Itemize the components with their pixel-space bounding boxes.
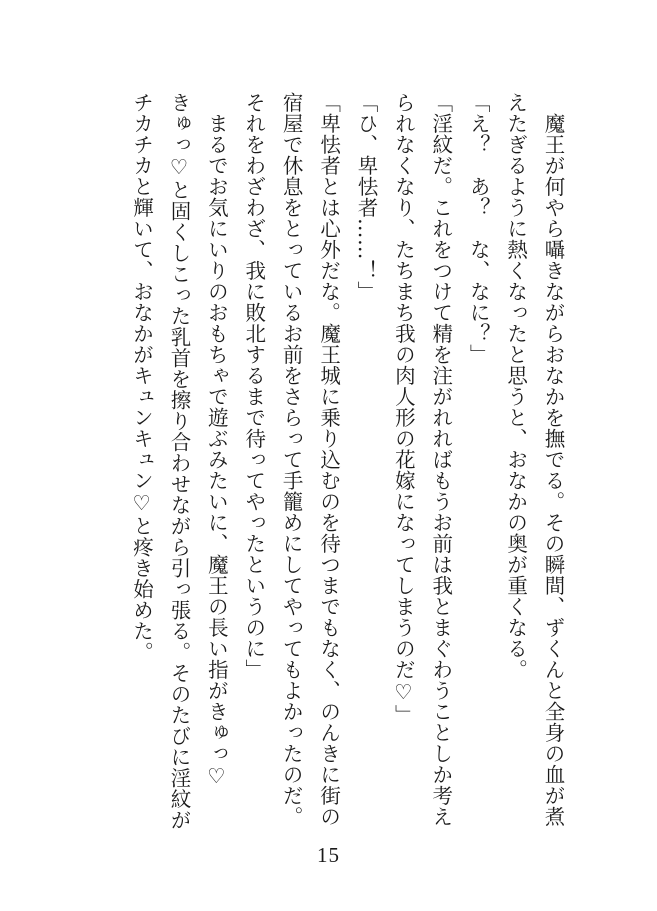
page-number: 15: [317, 843, 340, 867]
vertical-text-block: [122, 92, 571, 862]
text-line: それをわざわざ、我に敗北するまで待ってやったというのに」: [241, 92, 266, 680]
text-line: 宿屋で休息をとっているお前をさらって手籠めにしてやってもよかったのだ。: [279, 92, 304, 827]
text-line: 魔王が何やら囁きながらおなかを撫でる。その瞬間、ずくんと全身の血が煮: [541, 92, 565, 827]
text-line: えたぎるように熱くなったと思うと、おなかの奥が重くなる。: [503, 92, 528, 680]
text-line: 「淫紋だ。これをつけて精を注がれればもうお前は我とまぐわうことしか考え: [428, 92, 453, 827]
text-line: きゅっ♡と固くしこった乳首を擦り合わせながら引っ張る。そのたびに淫紋が: [166, 92, 191, 831]
text-line: まるでお気にいりのおもちゃで遊ぶみたいに、魔王の長い指がきゅっ♡: [204, 92, 229, 789]
text-line: チカチカと輝いて、おなかがキュンキュン♡と疼き始めた。: [129, 92, 154, 663]
text-line: 「え？ あ？ な、なに？」: [466, 92, 491, 365]
text-line: 「卑怯者とは心外だな。魔王城に乗り込むのを待つまでもなく、のんきに街の: [316, 92, 341, 827]
text-line: 「ひ、卑怯者……！」: [353, 92, 378, 302]
text-line: られなくなり、たちまち我の肉人形の花嫁になってしまうのだ♡」: [391, 92, 416, 726]
